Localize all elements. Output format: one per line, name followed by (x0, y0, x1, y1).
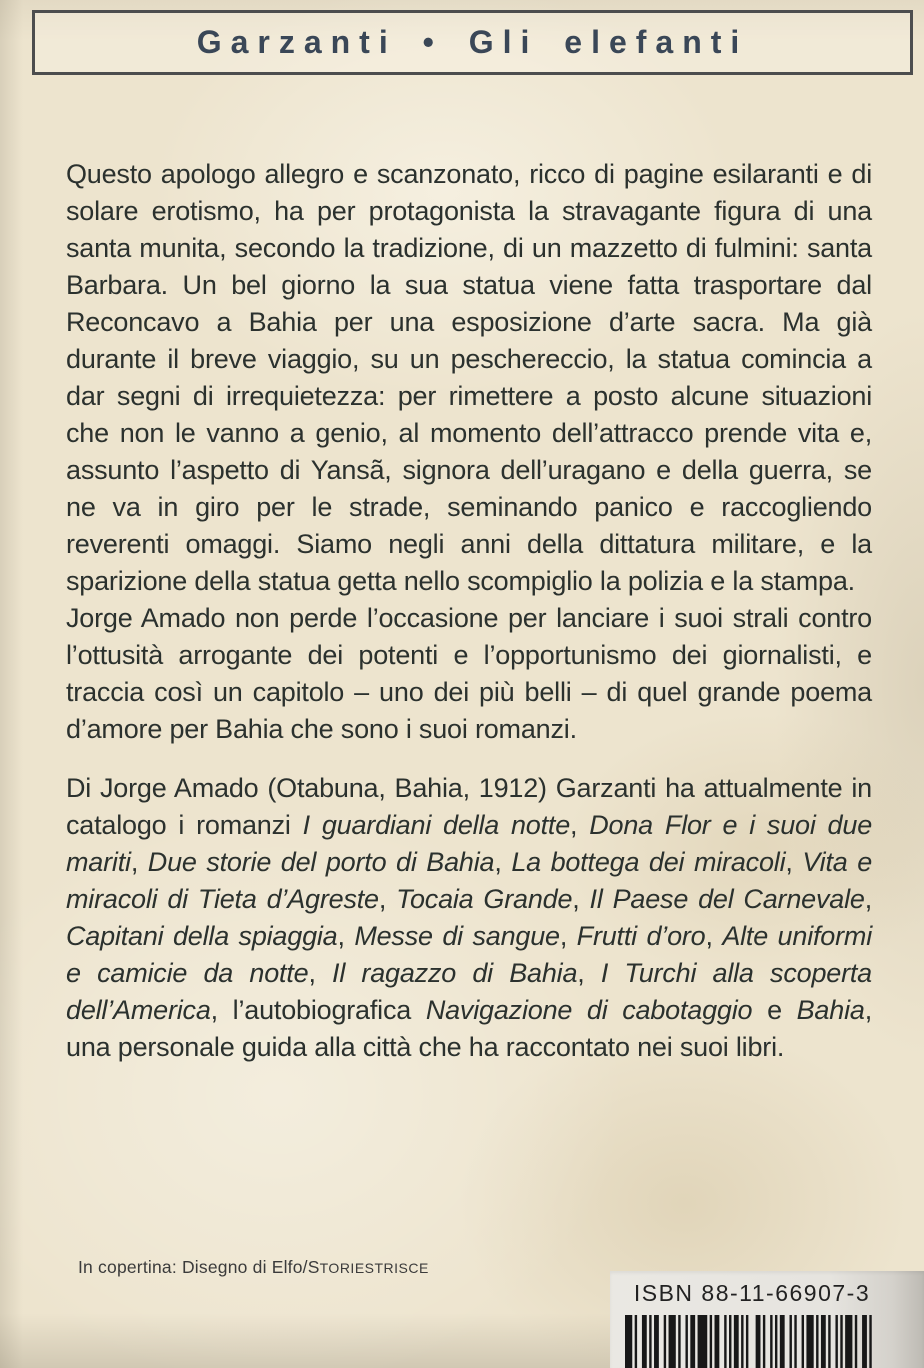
paragraph-synopsis-2: Jorge Amado non perde l’occasione per lanciare i suoi strali contro l’ottusità arrogante dei potenti e l’opportunismo dei giornalisti, e traccia così un capitolo – uno dei più belli – di quel grande poema d’amore per Bahia che sono i suoi romanzi. (66, 603, 872, 744)
isbn-number: ISBN 88-11-66907-3 (633, 1280, 871, 1306)
series-banner-label: Garzanti • Gli elefanti (196, 24, 749, 60)
paragraph-synopsis-1: Questo apologo allegro e scanzonato, ricco di pagine esilaranti e di solare erotismo, ha per protagonista la stravagante figura di una santa munita, secondo la tradizione, di un mazzetto di fulmini: santa Barbara. Un bel giorno la sua statua viene fatta trasportare dal Reconcavo a Bahia per una esposizione d’arte sacra. Ma già durante il breve viaggio, su un peschereccio, la statua comincia a dar segni di irrequietezza: per rimettere a posto alcune situazioni che non le vanno a genio, al momento dell’attracco prende vita e, assunto l’aspetto di Yansã, signora dell’uragano e della guerra, se ne va in giro per le strade, seminando panico e raccogliendo reverenti omaggi. Siamo negli anni della dittatura militare, e la sparizione della statua getta nello scompiglio la polizia e la stampa. (66, 159, 872, 596)
series-banner-box (32, 10, 913, 75)
cover-credit (78, 1257, 429, 1278)
isbn-block (610, 1271, 924, 1368)
body-text (66, 156, 872, 1066)
cover-credit-prefix: In copertina: Disegno di Elfo/S (78, 1257, 320, 1277)
cover-credit-studio: TORIESTRISCE (319, 1260, 429, 1276)
paragraph-catalog: Di Jorge Amado (Otabuna, Bahia, 1912) Garzanti ha attualmente in catalogo i romanzi I guardiani della notte, Dona Flor e i suoi due mariti, Due storie del porto di Bahia, La bottega dei miracoli, Vita e miracoli di Tieta d’Agreste, Tocaia Grande, Il Paese del Carnevale, Capitani della spiaggia, Messe di sangue, Frutti d’oro, Alte uniformi e camicie da notte, Il ragazzo di Bahia, I Turchi alla scoperta dell’America, l’autobiografica Navigazione di cabotaggio e Bahia, una personale guida alla città che ha raccontato nei suoi libri. (66, 773, 873, 1062)
barcode-icon (625, 1315, 879, 1368)
